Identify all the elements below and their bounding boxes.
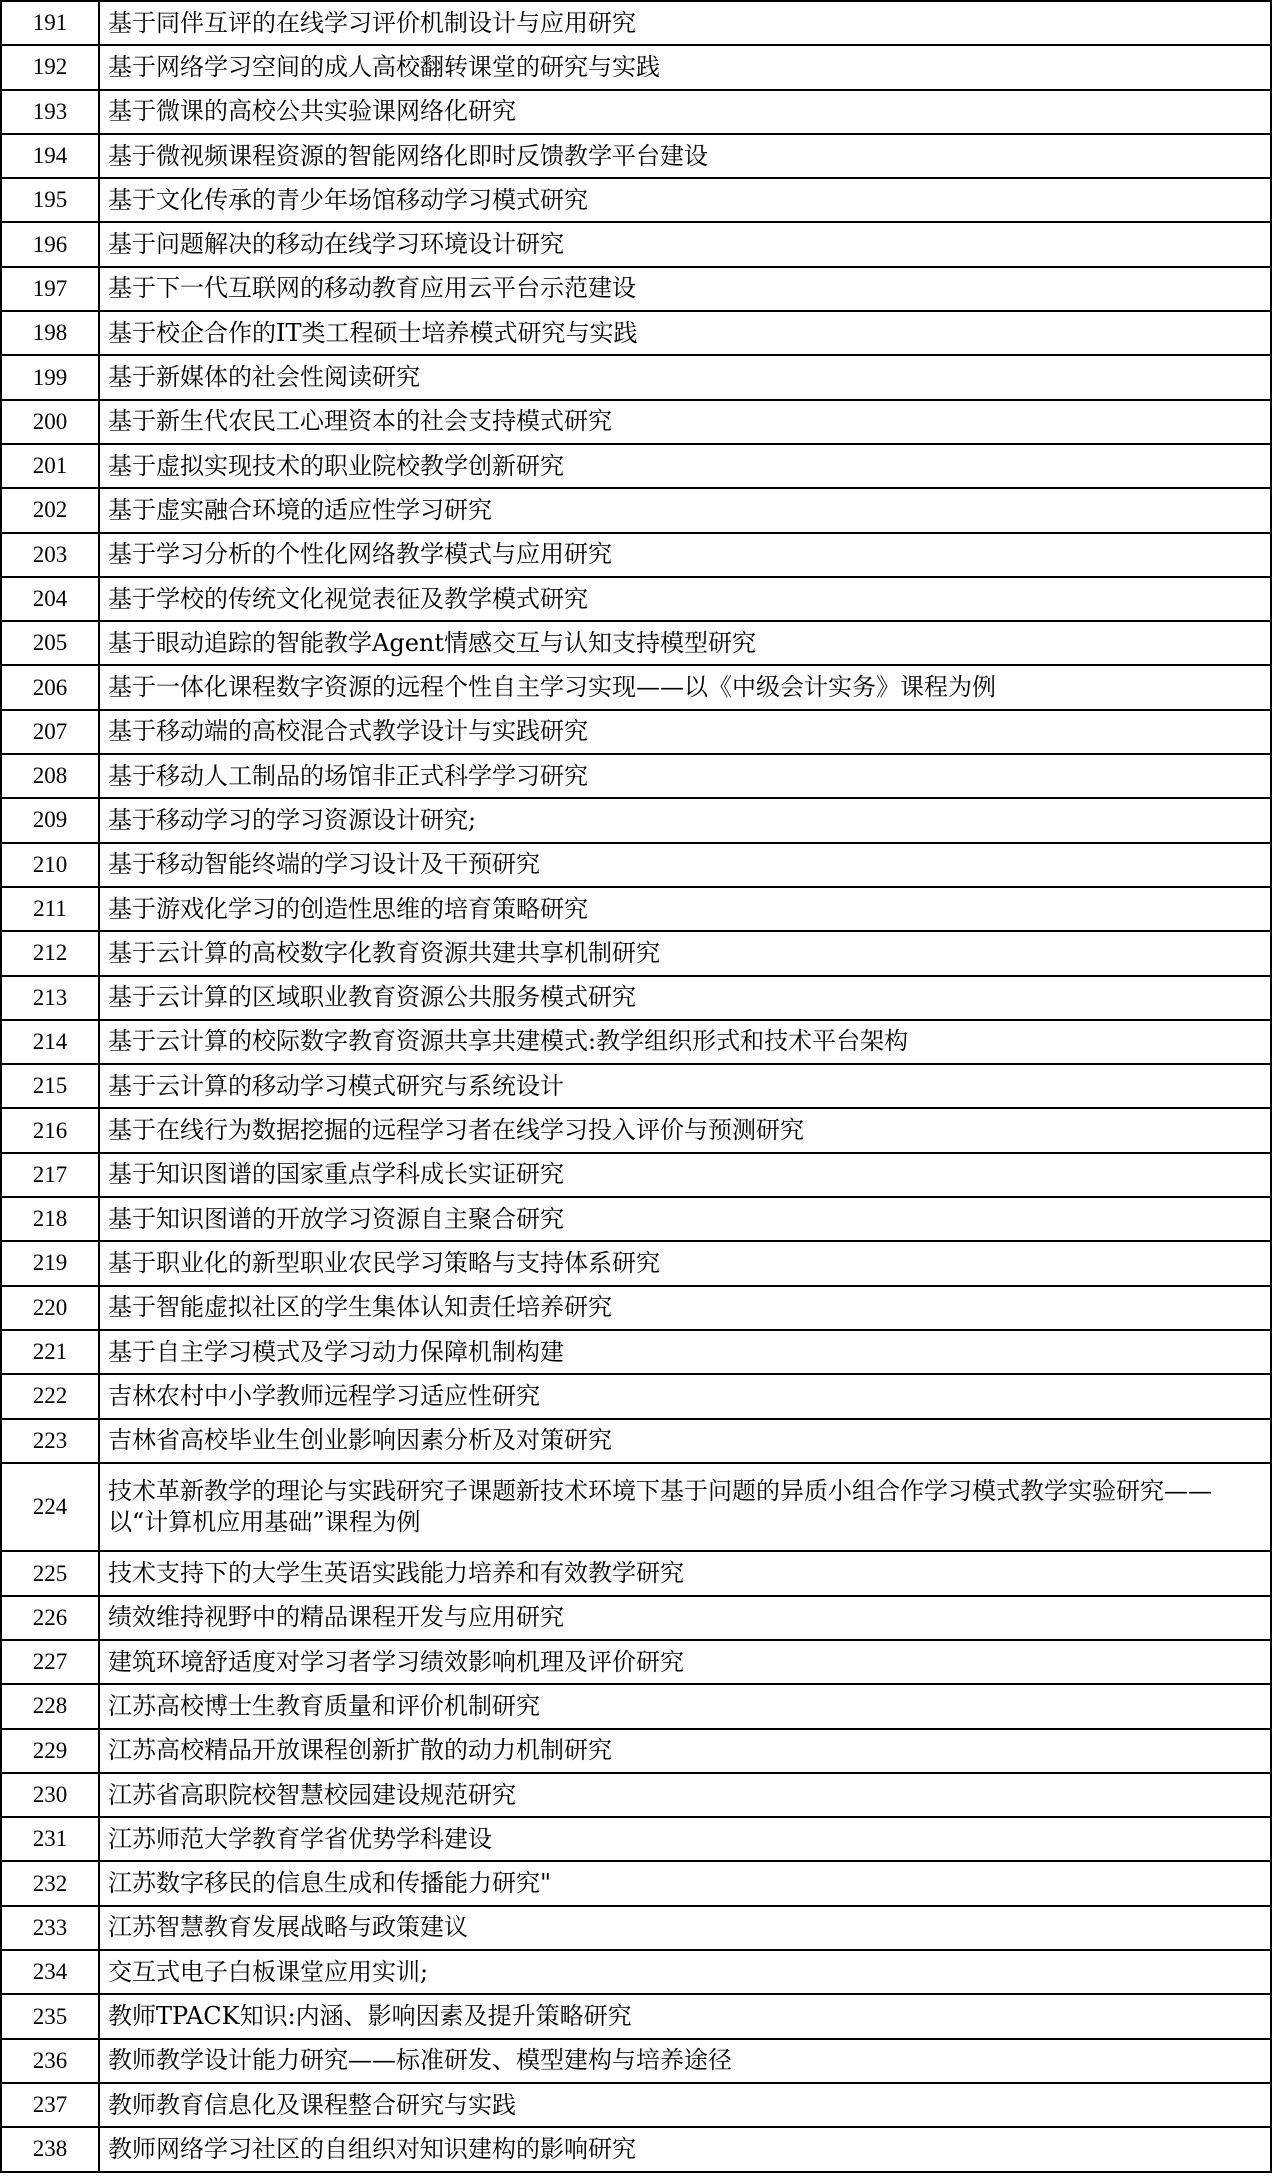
table-row (1, 1419, 1271, 1463)
table-row (1, 1, 1271, 45)
table-row (1, 2039, 1271, 2083)
table-row (1, 1729, 1271, 1773)
row-number: 215 (1, 1064, 99, 1108)
row-number: 197 (1, 267, 99, 311)
row-number: 195 (1, 178, 99, 222)
table-row (1, 1330, 1271, 1374)
row-number: 201 (1, 444, 99, 488)
table-row (1, 1817, 1271, 1861)
row-number: 199 (1, 355, 99, 399)
table-row (1, 488, 1271, 532)
table-row (1, 1906, 1271, 1950)
project-title: 绩效维持视野中的精品课程开发与应用研究 (99, 1596, 1271, 1640)
row-number: 236 (1, 2039, 99, 2083)
project-title: 基于眼动追踪的智能教学Agent情感交互与认知支持模型研究 (99, 621, 1271, 665)
project-title: 教师教育信息化及课程整合研究与实践 (99, 2083, 1271, 2127)
table-row (1, 355, 1271, 399)
row-number: 231 (1, 1817, 99, 1861)
table-row (1, 577, 1271, 621)
row-number: 216 (1, 1108, 99, 1152)
table-row (1, 976, 1271, 1020)
row-number: 237 (1, 2083, 99, 2127)
table-row (1, 1153, 1271, 1197)
project-title: 基于问题解决的移动在线学习环境设计研究 (99, 222, 1271, 266)
table-row (1, 1064, 1271, 1108)
row-number: 230 (1, 1773, 99, 1817)
row-number: 214 (1, 1020, 99, 1064)
row-number: 206 (1, 665, 99, 709)
row-number: 218 (1, 1197, 99, 1241)
row-number: 232 (1, 1861, 99, 1905)
project-title: 基于职业化的新型职业农民学习策略与支持体系研究 (99, 1241, 1271, 1285)
table-row (1, 798, 1271, 842)
table-row (1, 665, 1271, 709)
row-number: 208 (1, 754, 99, 798)
project-title: 基于移动人工制品的场馆非正式科学学习研究 (99, 754, 1271, 798)
table-row (1, 931, 1271, 975)
row-number: 207 (1, 710, 99, 754)
project-title: 基于下一代互联网的移动教育应用云平台示范建设 (99, 267, 1271, 311)
project-title: 基于新生代农民工心理资本的社会支持模式研究 (99, 400, 1271, 444)
table-row (1, 1684, 1271, 1728)
table-row (1, 1197, 1271, 1241)
row-number: 211 (1, 887, 99, 931)
table-row (1, 222, 1271, 266)
table-row (1, 311, 1271, 355)
table-row (1, 134, 1271, 178)
table-row (1, 45, 1271, 89)
project-title: 教师TPACK知识:内涵、影响因素及提升策略研究 (99, 1994, 1271, 2038)
table-row (1, 887, 1271, 931)
row-number: 238 (1, 2127, 99, 2171)
project-title: 基于知识图谱的开放学习资源自主聚合研究 (99, 1197, 1271, 1241)
project-title: 基于知识图谱的国家重点学科成长实证研究 (99, 1153, 1271, 1197)
row-number: 204 (1, 577, 99, 621)
project-title: 基于微课的高校公共实验课网络化研究 (99, 90, 1271, 134)
project-title: 基于移动学习的学习资源设计研究; (99, 798, 1271, 842)
project-title: 吉林省高校毕业生创业影响因素分析及对策研究 (99, 1419, 1271, 1463)
project-title: 江苏省高职院校智慧校园建设规范研究 (99, 1773, 1271, 1817)
row-number: 228 (1, 1684, 99, 1728)
row-number: 226 (1, 1596, 99, 1640)
table-row (1, 1950, 1271, 1994)
project-title: 江苏师范大学教育学省优势学科建设 (99, 1817, 1271, 1861)
table-row (1, 621, 1271, 665)
row-number: 229 (1, 1729, 99, 1773)
table-row (1, 400, 1271, 444)
row-number: 202 (1, 488, 99, 532)
row-number: 212 (1, 931, 99, 975)
row-number: 210 (1, 843, 99, 887)
project-title: 基于自主学习模式及学习动力保障机制构建 (99, 1330, 1271, 1374)
row-number: 235 (1, 1994, 99, 2038)
row-number: 233 (1, 1906, 99, 1950)
row-number: 221 (1, 1330, 99, 1374)
row-number: 205 (1, 621, 99, 665)
project-title: 基于同伴互评的在线学习评价机制设计与应用研究 (99, 1, 1271, 45)
row-number: 223 (1, 1419, 99, 1463)
project-title: 技术支持下的大学生英语实践能力培养和有效教学研究 (99, 1551, 1271, 1595)
table-row (1, 710, 1271, 754)
project-title: 交互式电子白板课堂应用实训; (99, 1950, 1271, 1994)
project-title: 基于移动智能终端的学习设计及干预研究 (99, 843, 1271, 887)
table-row (1, 1994, 1271, 2038)
project-title: 江苏高校博士生教育质量和评价机制研究 (99, 1684, 1271, 1728)
row-number: 203 (1, 533, 99, 577)
project-title: 基于云计算的移动学习模式研究与系统设计 (99, 1064, 1271, 1108)
project-title: 基于云计算的高校数字化教育资源共建共享机制研究 (99, 931, 1271, 975)
table-row (1, 2083, 1271, 2127)
table-row (1, 1374, 1271, 1418)
project-title: 基于学习分析的个性化网络教学模式与应用研究 (99, 533, 1271, 577)
project-title: 基于移动端的高校混合式教学设计与实践研究 (99, 710, 1271, 754)
project-title: 建筑环境舒适度对学习者学习绩效影响机理及评价研究 (99, 1640, 1271, 1684)
row-number: 219 (1, 1241, 99, 1285)
table-row (1, 178, 1271, 222)
row-number: 200 (1, 400, 99, 444)
table-row (1, 1241, 1271, 1285)
project-title: 基于新媒体的社会性阅读研究 (99, 355, 1271, 399)
project-title: 教师网络学习社区的自组织对知识建构的影响研究 (99, 2127, 1271, 2171)
project-title: 基于文化传承的青少年场馆移动学习模式研究 (99, 178, 1271, 222)
project-title: 江苏数字移民的信息生成和传播能力研究" (99, 1861, 1271, 1905)
row-number: 194 (1, 134, 99, 178)
project-title: 基于网络学习空间的成人高校翻转课堂的研究与实践 (99, 45, 1271, 89)
table-row (1, 1020, 1271, 1064)
project-title: 江苏智慧教育发展战略与政策建议 (99, 1906, 1271, 1950)
table-row (1, 1551, 1271, 1595)
table-row (1, 1596, 1271, 1640)
row-number: 224 (1, 1463, 99, 1552)
row-number: 198 (1, 311, 99, 355)
row-number: 213 (1, 976, 99, 1020)
project-title: 基于学校的传统文化视觉表征及教学模式研究 (99, 577, 1271, 621)
table-row (1, 843, 1271, 887)
table-row (1, 267, 1271, 311)
row-number: 193 (1, 90, 99, 134)
project-list-body (1, 1, 1271, 2172)
project-title: 吉林农村中小学教师远程学习适应性研究 (99, 1374, 1271, 1418)
row-number: 191 (1, 1, 99, 45)
project-title: 基于云计算的区域职业教育资源公共服务模式研究 (99, 976, 1271, 1020)
table-row (1, 1773, 1271, 1817)
project-title: 基于校企合作的IT类工程硕士培养模式研究与实践 (99, 311, 1271, 355)
row-number: 217 (1, 1153, 99, 1197)
table-row (1, 1640, 1271, 1684)
project-title: 教师教学设计能力研究——标准研发、模型建构与培养途径 (99, 2039, 1271, 2083)
row-number: 220 (1, 1286, 99, 1330)
project-title: 基于一体化课程数字资源的远程个性自主学习实现——以《中级会计实务》课程为例 (99, 665, 1271, 709)
project-title: 基于微视频课程资源的智能网络化即时反馈教学平台建设 (99, 134, 1271, 178)
table-row (1, 1463, 1271, 1552)
project-title: 基于智能虚拟社区的学生集体认知责任培养研究 (99, 1286, 1271, 1330)
project-title: 江苏高校精品开放课程创新扩散的动力机制研究 (99, 1729, 1271, 1773)
row-number: 209 (1, 798, 99, 842)
project-title: 基于游戏化学习的创造性思维的培育策略研究 (99, 887, 1271, 931)
row-number: 196 (1, 222, 99, 266)
project-title: 技术革新教学的理论与实践研究子课题新技术环境下基于问题的异质小组合作学习模式教学实验研究——以“计算机应用基础”课程为例 (99, 1463, 1271, 1552)
row-number: 234 (1, 1950, 99, 1994)
row-number: 225 (1, 1551, 99, 1595)
table-row (1, 1108, 1271, 1152)
project-title: 基于云计算的校际数字教育资源共享共建模式:教学组织形式和技术平台架构 (99, 1020, 1271, 1064)
project-title: 基于在线行为数据挖掘的远程学习者在线学习投入评价与预测研究 (99, 1108, 1271, 1152)
table-row (1, 754, 1271, 798)
table-row (1, 1286, 1271, 1330)
table-row (1, 2127, 1271, 2171)
project-title: 基于虚拟实现技术的职业院校教学创新研究 (99, 444, 1271, 488)
row-number: 227 (1, 1640, 99, 1684)
table-row (1, 90, 1271, 134)
row-number: 222 (1, 1374, 99, 1418)
table-row (1, 533, 1271, 577)
row-number: 192 (1, 45, 99, 89)
project-title: 基于虚实融合环境的适应性学习研究 (99, 488, 1271, 532)
table-row (1, 444, 1271, 488)
table-row (1, 1861, 1271, 1905)
